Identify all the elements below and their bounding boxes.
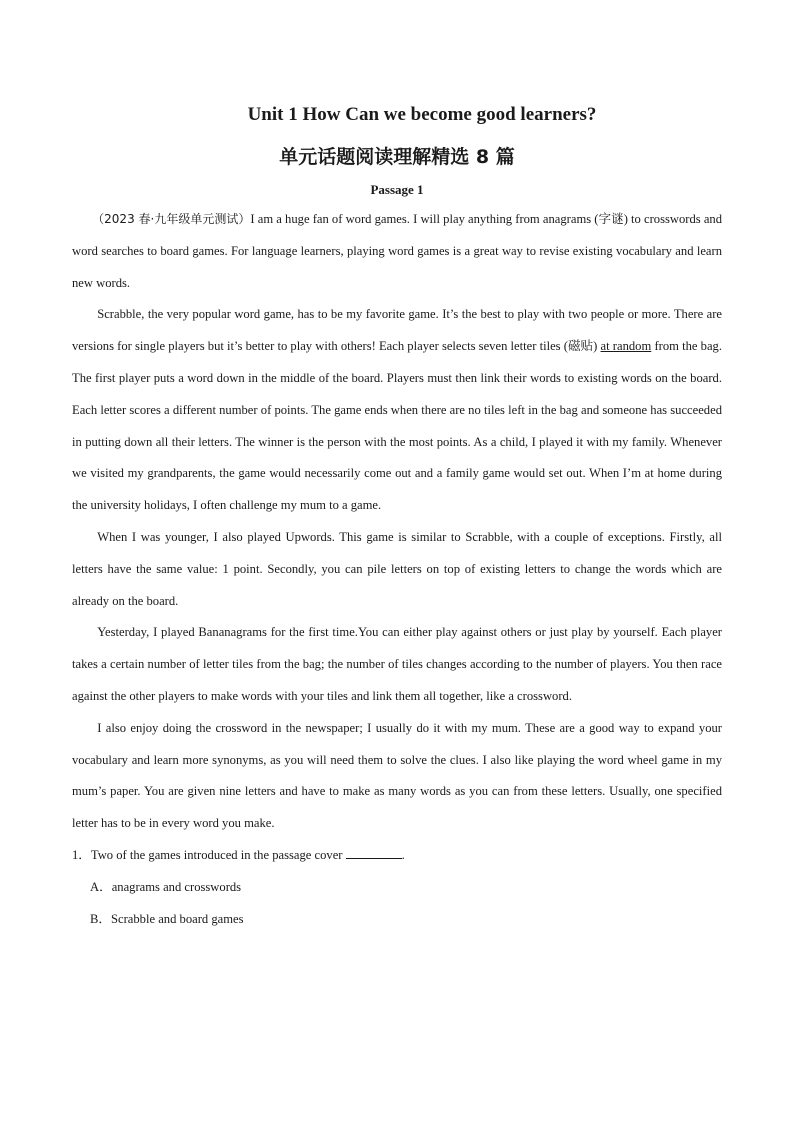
paragraph-2 [72, 299, 722, 522]
passage-body [72, 204, 722, 840]
option-b: B．Scrabble and board games [90, 911, 244, 926]
unit-title: Unit 1 How Can we become good learners? [247, 104, 597, 125]
section-title-cn: 单元话题阅读理解精选 8 篇 [279, 146, 515, 168]
document-page [72, 100, 722, 935]
paragraph-4: Yesterday, I played Bananagrams for the first time.You can either play against others or just play by yourself. Each player takes a certain number of letter tiles from the bag; the number of tiles changes according to the number of players. You then race against the other players to make words with your tiles and link them all together, like a crossword. [72, 625, 722, 703]
paragraph-1 [72, 204, 722, 299]
paragraph-2-before: Scrabble, the very popular word game, has to be my favorite game. It’s the best to play with two people or more. There are versions for single players but it’s better to play with others! Each player selects seven letter tiles (磁贴) [72, 307, 722, 354]
question-end: . [401, 847, 405, 862]
underlined-phrase: at random [600, 339, 652, 354]
paragraph-3: When I was younger, I also played Upwords. This game is similar to Scrabble, with a couple of exceptions. Firstly, all letters have the same value: 1 point. Secondly, you can pile letters on top of existing letters to change the words which are already on the board. [72, 529, 722, 608]
paragraph-1-text: I am a huge fan of word games. I will play anything from anagrams (字谜) to crosswords and word searches to board games. For language learners, playing word games is a great way to revise existing vocabulary and learn new words. [72, 212, 723, 290]
answer-blank [346, 846, 402, 859]
paragraph-5: I also enjoy doing the crossword in the newspaper; I usually do it with my mum. These are a good way to expand your vocabulary and learn more synonyms, as you will need them to solve the clues. I also like playing the word wheel game in my mum’s paper. You are given nine letters and have to make as many words as you can from these letters. Usually, one specified letter has to be in every word you make. [72, 720, 722, 831]
question-1 [72, 840, 722, 935]
question-1-stem [72, 840, 722, 872]
question-number: 1． [72, 847, 91, 862]
option-a: A．anagrams and crosswords [90, 879, 242, 894]
paragraph-2-after: from the bag. The first player puts a word down in the middle of the board. Players must then link their words to existing words on the board. Each letter scores a different number of points. The game ends when there are no tiles left in the bag and someone has succeeded in putting down all their letters. The winner is the person with the most points. As a child, I played it with my family. Whenever we visited my grandparents, the game would necessarily come out and a family game would set out. When I’m at home during the university holidays, I often challenge my mum to a game. [72, 339, 722, 513]
passage-label: Passage 1 [370, 182, 424, 197]
question-text: Two of the games introduced in the passage cover [90, 847, 346, 862]
source-note: （2023 春·九年级单元测试） [92, 212, 251, 226]
